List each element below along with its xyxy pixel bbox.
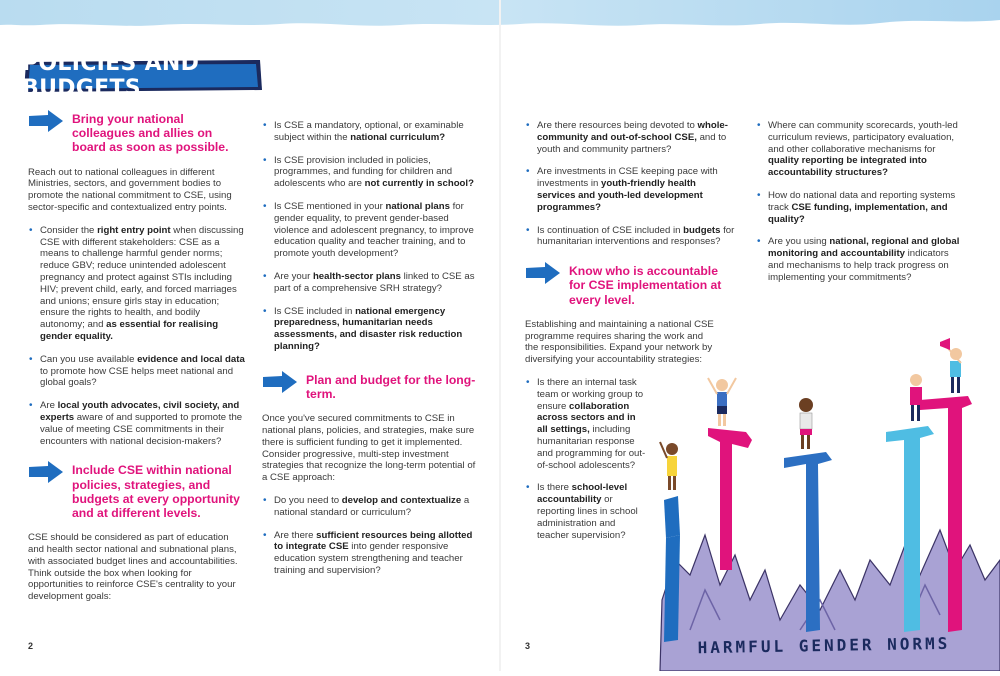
bullet-list — [262, 120, 482, 353]
list-item: • How do national data and reporting systems track CSE funding, implementation, and quality? — [756, 190, 962, 225]
figure-child-5 — [946, 346, 962, 393]
pillar-pink-1 — [708, 428, 752, 570]
bullet-list — [262, 495, 482, 577]
page-title: POLICIES AND BUDGETS — [22, 51, 200, 101]
accountability-illustration — [650, 330, 1000, 671]
list-item: • Do you need to develop and contextualize a national standard or curriculum? — [262, 495, 482, 519]
paragraph: Establishing and maintaining a national CSE programme requires sharing the work and the responsibilities. Expand your network by diversifying your accountability strategies: — [525, 318, 714, 366]
section-heading-bring-colleagues — [28, 112, 246, 155]
heading-text: Bring your national colleagues and allies on board as soon as possible. — [72, 112, 229, 155]
page-gutter — [499, 0, 501, 671]
list-item: • Is there school-level accountability or reporting lines in school administration and teacher supervision? — [525, 482, 647, 541]
section-heading-accountable — [525, 264, 735, 307]
figure-child-2 — [708, 378, 736, 426]
list-item: • Is there an internal task team or working group to ensure collaboration across sectors and in all settings, including humanitarian response and programming for out-of-school adolescents? — [525, 377, 647, 471]
figure-child-3 — [799, 398, 813, 449]
intro-paragraph: Reach out to national colleagues in different Ministries, sectors, and government bodies to promote the national commitment to CSE, using sector-specific and contextualized entry points. — [28, 166, 232, 213]
column-2 — [262, 120, 482, 588]
heading-text: Include CSE within national policies, strategies, and budgets at every opportunity and at different levels. — [72, 463, 240, 520]
list-item: • Is continuation of CSE included in budgets for humanitarian interventions and responses? — [525, 225, 735, 249]
section-heading-plan-budget — [262, 373, 482, 401]
column-1 — [28, 112, 246, 614]
section-heading-include-cse — [28, 463, 246, 520]
figure-child-1 — [660, 442, 678, 490]
arrow-right-icon — [525, 262, 561, 284]
page-title-banner — [22, 51, 264, 101]
paragraph: CSE should be considered as part of education and health sector national and subnational plans, with associated budget lines and accountabilities. Think outside the box when looking for opportunities to reinforce CSE's centrality to your development goals: — [28, 532, 238, 603]
paragraph: Once you've secured commitments to CSE in national plans, policies, and strategies, make sure there is sufficient funding to get it implemented. Consider progressive, multi-step investment strategies that recognize the long-term potential of a CSE approach: — [262, 413, 476, 484]
list-item: • Are there resources being devoted to whole-community and out-of-school CSE, and to youth and community partners? — [525, 120, 735, 155]
list-item: • Are you using national, regional and global monitoring and accountability indicators and mechanisms to help track progress on implementing your commitments? — [756, 236, 962, 283]
bullet-list — [525, 120, 735, 248]
heading-text: Know who is accountable for CSE implementation at every level. — [569, 264, 722, 307]
page-number-left: 2 — [28, 641, 34, 651]
bullet-list — [525, 377, 647, 541]
pillar-blue-1 — [664, 496, 680, 642]
arrow-right-icon — [28, 461, 64, 483]
arrow-right-icon — [262, 371, 298, 393]
list-item: • Are your health-sector plans linked to CSE as part of a comprehensive SRH strategy? — [262, 271, 482, 295]
list-item: • Is CSE included in national emergency preparedness, humanitarian needs assessments, and disaster risk reduction planning? — [262, 306, 482, 353]
illustration-caption: HARMFUL GENDER NORMS — [697, 633, 951, 658]
bullet-list — [756, 120, 962, 284]
arrow-right-icon — [28, 110, 64, 132]
figure-child-4 — [910, 374, 922, 421]
bullet-list — [28, 225, 246, 448]
list-item: • Are there sufficient resources being allotted to integrate CSE into gender responsive education system strengthening and teacher training and supervision? — [262, 530, 482, 577]
megaphone-icon — [940, 338, 950, 350]
heading-text: Plan and budget for the long-term. — [306, 372, 476, 401]
list-item: • Can you use available evidence and local data to promote how CSE helps meet national and global goals? — [28, 354, 246, 389]
list-item: • Are investments in CSE keeping pace with investments in youth-friendly health services and youth-led development programmes? — [525, 166, 735, 213]
list-item: • Is CSE a mandatory, optional, or examinable subject within the national curriculum? — [262, 120, 482, 144]
page-number-right: 3 — [525, 641, 531, 651]
list-item: • Where can community scorecards, youth-led curriculum reviews, participatory evaluation, and other collaborative mechanisms for quality reporting be integrated into accountability structures? — [756, 120, 962, 179]
list-item: • Is CSE mentioned in your national plans for gender equality, to prevent gender-based violence and adolescent pregnancy, to improve education quality and teacher training, and to promote youth development? — [262, 201, 482, 260]
list-item: • Are local youth advocates, civil society, and experts aware of and supported to promote the value of meeting CSE commitments in their encounters with national decision-makers? — [28, 400, 246, 447]
column-4 — [756, 120, 962, 295]
list-item: • Is CSE provision included in policies, programmes, and funding for children and adolescents who are not currently in school? — [262, 155, 482, 190]
list-item: • Consider the right entry point when discussing CSE with different stakeholders: CSE as a means to challenge harmful gender norms; reduce GBV; reduce unintended adolescent pregnancy and protect against STIs including HIV; prevent child, early, and forced marriages and unions; ensure girls stay in education; ensure the rights to health, and bodily autonomy; and as essential for realising gender equality. — [28, 225, 246, 343]
